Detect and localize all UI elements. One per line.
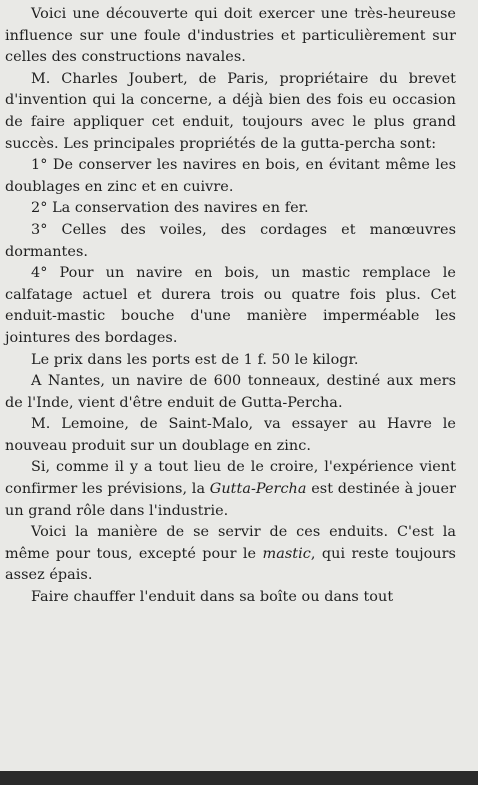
- paragraph-11-text-b: , qui reste toujours assez épais.: [5, 545, 456, 584]
- paragraph-1: Voici une découverte qui doit exercer une très-heureuse influence sur une foule d'industries et particulièrement sur celles des constructions navales.: [5, 6, 456, 66]
- paragraph-10-italic: Gutta-Percha: [209, 481, 307, 498]
- paragraph-10-text-b: est destinée à jouer un grand rôle dans l'industrie.: [5, 481, 457, 519]
- paragraph-11-text-a: Voici la manière de se servir de ces enduits. C'est la même pour tous, excepté pour le: [5, 524, 456, 562]
- paragraph-5: 3° Celles des voiles, des cordages et manœuvres dormantes.: [5, 221, 456, 260]
- paragraph-10: [5, 457, 456, 522]
- paragraph-4: 2° La conservation des navires en fer.: [31, 200, 309, 217]
- scan-edge: [0, 771, 478, 785]
- paragraph-2: M. Charles Joubert, de Paris, propriétaire du brevet d'invention qui la concerne, a déjà bien des fois eu occasion de faire appliquer cet enduit, toujours avec le plus grand succès. Les principales propriétés de la gutta-percha sont:: [5, 70, 456, 152]
- paragraph-9: M. Lemoine, de Saint-Malo, va essayer au Havre le nouveau produit sur un doublage en zinc.: [5, 416, 456, 454]
- paragraph-8: A Nantes, un navire de 600 tonneaux, destiné aux mers de l'Inde, vient d'être enduit de Gutta-Percha.: [5, 373, 456, 411]
- paragraph-11: [5, 522, 456, 587]
- paragraph-7: Le prix dans les ports est de 1 f. 50 le kilogr.: [31, 351, 359, 368]
- paragraph-12: Faire chauffer l'enduit dans sa boîte ou dans tout: [31, 589, 394, 606]
- paragraph-6: 4° Pour un navire en bois, un mastic remplace le calfatage actuel et durera trois ou quatre fois plus. Cet enduit-mastic bouche d'une manière imperméable les jointures des bordages.: [5, 265, 456, 346]
- paragraph-10-text-a: Si, comme il y a tout lieu de le croire, l'expérience vient confirmer les prévisions, la: [5, 459, 456, 498]
- paragraph-11-italic: mastic: [262, 545, 311, 562]
- paragraph-3: 1° De conserver les navires en bois, en évitant même les doublages en zinc et en cuivre.: [5, 157, 456, 195]
